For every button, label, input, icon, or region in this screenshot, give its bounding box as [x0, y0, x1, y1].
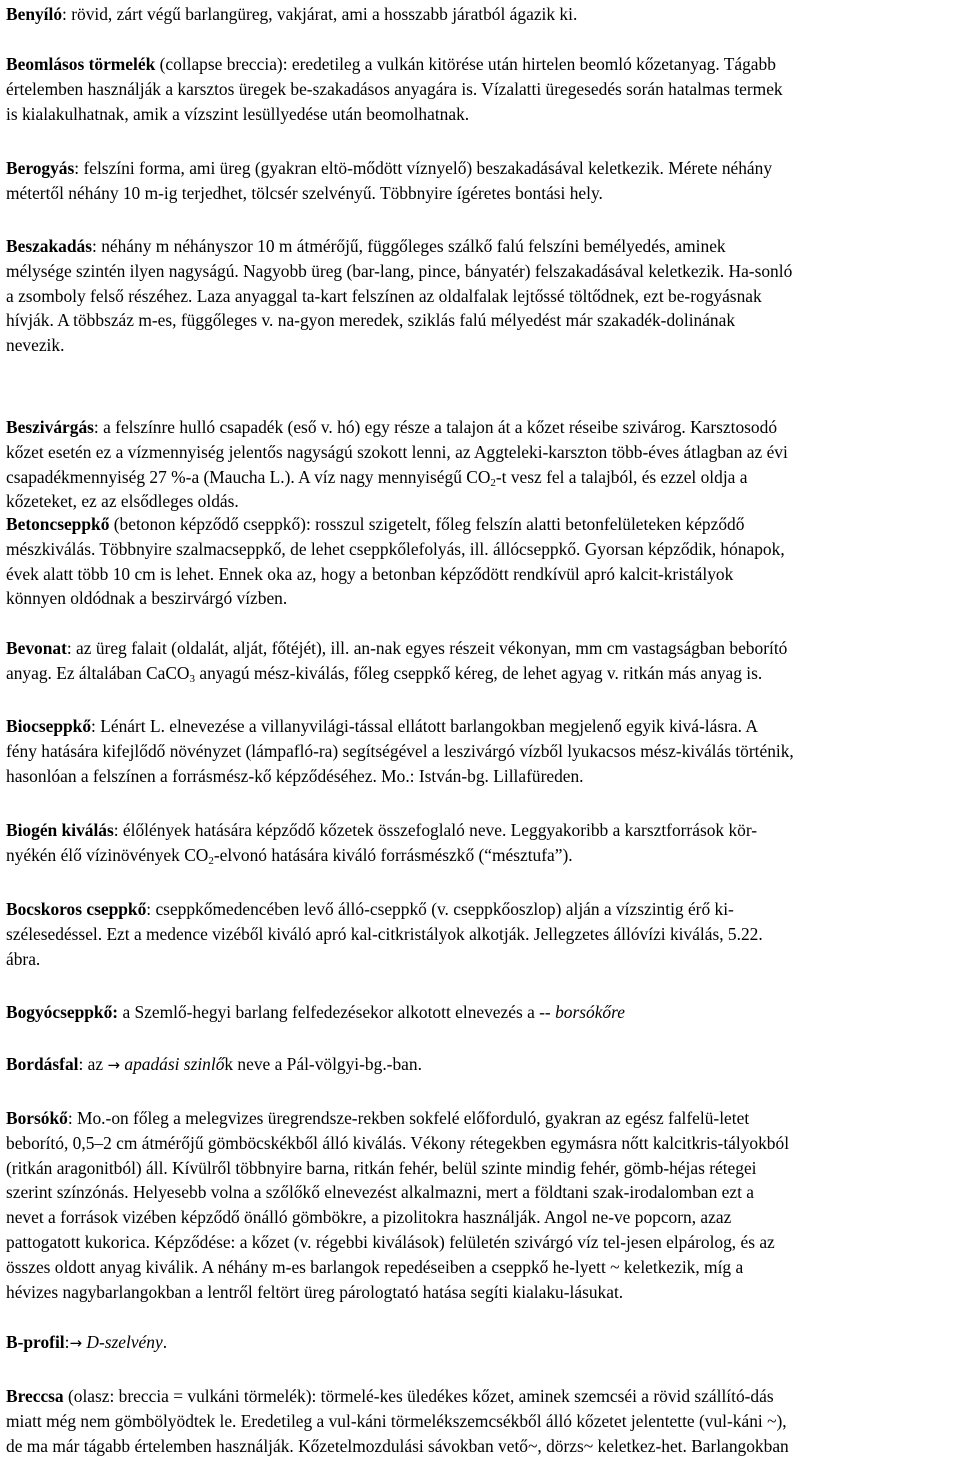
entry-beszivargas [6, 415, 954, 514]
body-text: nevet a források vizében képződő önálló gömbökre, a pizolitokra használják. Angol ne-ve popcorn, azaz [6, 1207, 732, 1228]
body-text: anyag. Ez általában CaCO [6, 662, 190, 683]
body-text: ábra. [6, 948, 41, 969]
text-line [6, 259, 954, 284]
text-line [6, 415, 954, 440]
subscript: 3 [189, 672, 195, 685]
body-text: évek alatt több 10 cm is lehet. Ennek oka az, hogy a betonban képződött rendkívül apró kalcit-kristályok [6, 563, 734, 584]
arrow-icon: → [69, 1334, 83, 1352]
term-heading: Beszivárgás [6, 417, 94, 437]
entry-biogen-kivalas [6, 818, 954, 868]
body-text: : élőlények hatására képződő kőzetek összefoglaló neve. Leggyakoribb a karsztforrások kör- [113, 820, 758, 840]
text-line [6, 102, 954, 127]
term-heading: Bevonat [6, 638, 67, 658]
body-text: (collapse breccia): eredetileg a vulkán kitörése után hirtelen beomló kőzetanyag. Tágabb [155, 54, 776, 74]
body-text: anyagú mész-kiválás, főleg cseppkő kéreg, de lehet agyag v. ritkán más anyag is. [195, 662, 763, 683]
body-text: csapadékmennyiség 27 %-a (Maucha L.). A víz nagy mennyiségű CO [6, 466, 491, 487]
body-text: beborító, 0,5–2 cm átmérőjű gömböcskékből álló kiválás. Vékony rétegekben egymásra nőtt kalcitkris-tályokból [6, 1132, 790, 1153]
entry-bevonat [6, 636, 954, 686]
text-line [6, 1434, 954, 1458]
body-text: pattogatott kukorica. Képződése: a kőzet (v. régebbi kiválások) felületén szivárgó víz tel-jesen elpárolog, és az [6, 1231, 775, 1252]
text-line [6, 1230, 954, 1255]
body-text: : Lénárt L. elnevezése a villanyvilági-tással ellátott barlangokban megjelenő egyik kivá-lásra. A [91, 716, 758, 736]
term-heading: Breccsa [6, 1386, 64, 1406]
term-heading: Bocskoros cseppkő [6, 899, 147, 919]
text-line [6, 562, 954, 587]
text-line [6, 234, 954, 259]
term-heading: Biocseppkő [6, 716, 92, 736]
body-text: . [162, 1332, 168, 1352]
entry-beomlasos-tormelek [6, 52, 954, 126]
text-line [6, 489, 954, 514]
text-line [6, 922, 954, 947]
entry-benyilo [6, 2, 954, 27]
text-line [6, 897, 954, 922]
text-line [6, 661, 954, 686]
body-text: -t vesz fel a talajból, és ezzel oldja a [495, 466, 748, 487]
text-line [6, 284, 954, 309]
arrow-icon: → [107, 1056, 121, 1074]
entry-borsoko [6, 1106, 954, 1304]
entry-bocskoros-cseppko [6, 897, 954, 971]
text-line [6, 440, 954, 465]
text-line [6, 714, 954, 739]
body-text: kőzeteket, ez az elsődleges oldás. [6, 491, 239, 512]
term-heading: Bogyócseppkő: [6, 1002, 119, 1022]
body-text: : a felszínre hulló csapadék (eső v. hó) egy része a talajon át a kőzet réseibe szivárog. Karsztosodó [93, 417, 778, 437]
text-line [6, 1330, 954, 1356]
body-text: : felszíni forma, ami üreg (gyakran eltö-mődött víznyelő) beszakadásával keletkezik. Mérete néhány [74, 158, 773, 178]
text-line [6, 1052, 954, 1078]
entry-breccsa [6, 1384, 954, 1458]
body-text: összes oldott anyag kiválik. A néhány m-es barlangok repedéseiben a cseppkő he-lyett ~ keletkezik, míg a [6, 1256, 744, 1277]
term-heading: Beomlásos törmelék [6, 54, 156, 74]
body-text: a zsomboly felső részéhez. Laza anyaggal ta-kart felszínen az oldalfalak lejtőssé töltődnek, ezt be-rogyásnak [6, 285, 762, 306]
text-line [6, 1255, 954, 1280]
body-text: : rövid, zárt végű barlangüreg, vakjárat, ami a hosszabb járatból ágazik ki. [62, 4, 578, 24]
subscript: 2 [490, 476, 496, 489]
text-line [6, 537, 954, 562]
text-line [6, 1000, 954, 1025]
term-heading: B-profil [6, 1332, 65, 1352]
body-text: hasonlóan a felszínen a forrásmész-kő képződéséhez. Mo.: István-bg. Lillafüreden. [6, 765, 584, 786]
term-heading: Betoncseppkő [6, 514, 110, 534]
body-text: szerint színzónás. Helyesebb volna a szőlőkő elnevezést alkalmazni, mert a földtani szak-irodalomban ezt a [6, 1182, 754, 1203]
text-line [6, 2, 954, 27]
body-text: kőzet esetén ez a vízmennyiség jelentős nagyságú szokott lenni, az Aggteleki-karszton több-éves átlagban az évi [6, 441, 788, 462]
text-line [6, 947, 954, 972]
body-text: : Mo.-on főleg a melegvizes üregrendsze-rekben sokfelé előforduló, gyakran az egész falfelü-letet [67, 1108, 750, 1128]
body-text: (betonon képződő cseppkő): rosszul szigetelt, főleg felszín alatti betonfelületeken képződő [109, 514, 745, 534]
entry-biocseppko [6, 714, 954, 788]
body-text: értelemben használják a karsztos üregek be-szakadásos anyagára is. Vízalatti üregesedés során hatalmas termek [6, 78, 783, 99]
body-text: hévizes nagybarlangokban a lentről feltört üreg párologtató hatása segíti kialaku-lásukat. [6, 1281, 624, 1302]
entry-berogyas [6, 156, 954, 206]
body-text: nevezik. [6, 335, 65, 356]
body-text: : néhány m néhányszor 10 m átmérőjű, függőleges szálkő falú felszíni bemélyedés, aminek [92, 236, 726, 256]
body-text: könnyen oldódnak a beszirvárgó vízben. [6, 588, 288, 609]
entry-betoncseppko [6, 512, 954, 611]
subscript: 2 [208, 854, 214, 867]
body-text: fény hatására kifejlődő növényzet (lámpafló-ra) segítségével a leszivárgó vízből lyukacsos mész-kiválás történik, [6, 740, 794, 761]
body-text: hívják. A többszáz m-es, függőleges v. na-gyon meredek, sziklás falú mélyedést már szakadék-dolinának [6, 310, 736, 331]
term-heading: Bordásfal [6, 1054, 79, 1074]
body-text: miatt még nem gömbölyödtek le. Eredetileg a vul-káni törmelékszemcsékből álló kőzetet jelentette (vul-káni ~), [6, 1410, 787, 1431]
text-line [6, 636, 954, 661]
term-heading: Biogén kiválás [6, 820, 114, 840]
body-text: -elvonó hatására kiváló forrásmészkő (“mésztufa”). [213, 844, 573, 865]
term-heading: Benyíló [6, 4, 63, 24]
text-line [6, 1106, 954, 1131]
body-text: de ma már tágabb értelemben használják. Kőzetelmozdulási sávokban vető~, dörzs~ keletkez-het. Barlangokban [6, 1435, 789, 1456]
body-text: : [64, 1332, 70, 1352]
term-heading: Berogyás [6, 158, 75, 178]
text-line [6, 52, 954, 77]
text-line [6, 1131, 954, 1156]
term-heading: Borsókő [6, 1108, 68, 1128]
text-line [6, 1409, 954, 1434]
body-text: nyékén élő vízinövények CO [6, 844, 209, 865]
text-line [6, 764, 954, 789]
entry-beszakadas [6, 234, 954, 358]
body-text: : az [78, 1054, 108, 1074]
body-text: k neve a Pál-völgyi-bg.-ban. [224, 1054, 422, 1074]
body-text: szélesedéssel. Ezt a medence vizéből kiváló apró kal-citkristályok alkotják. Jellegzetes állóvízi kiválás, 5.22. [6, 923, 763, 944]
entry-b-profil [6, 1330, 954, 1356]
text-line [6, 512, 954, 537]
text-line [6, 843, 954, 868]
text-line [6, 1280, 954, 1305]
body-text: a Szemlő-hegyi barlang felfedezésekor alkotott elnevezés a -- [118, 1002, 556, 1022]
term-heading: Beszakadás [6, 236, 93, 256]
text-line [6, 1180, 954, 1205]
text-line [6, 739, 954, 764]
body-text: métertől néhány 10 m-ig terjedhet, tölcsér szelvényű. Többnyire ígéretes bontási hely. [6, 182, 603, 203]
body-text: : az üreg falait (oldalát, alját, főtéjét), ill. an-nak egyes részeit vékonyan, mm cm vastagságban beborító [66, 638, 788, 658]
text-line [6, 465, 954, 490]
body-text: (olasz: breccia = vulkáni törmelék): törmelé-kes üledékes kőzet, aminek szemcséi a rövid szállító-dás [63, 1386, 774, 1406]
cross-reference: D-szelvény [86, 1332, 163, 1352]
body-text: mészkiválás. Többnyire szalmacseppkő, de lehet cseppkőlefolyás, ill. állócseppkő. Gyorsan képződik, hónapok, [6, 538, 785, 559]
text-line [6, 586, 954, 611]
text-line [6, 156, 954, 181]
entry-bogyocseppko [6, 1000, 954, 1025]
body-text: (ritkán aragonitból) áll. Kívülről többnyire barna, ritkán fehér, belül szinte mindig fehér, gömb-héjas rétegei [6, 1157, 757, 1178]
cross-reference: apadási szinlő [124, 1054, 225, 1074]
text-line [6, 1156, 954, 1181]
entry-bordasfal [6, 1052, 954, 1078]
body-text: mélysége szintén ilyen nagyságú. Nagyobb üreg (bar-lang, pince, bányatér) felszakadásával keletkezik. Ha-sonló [6, 260, 793, 281]
text-line [6, 1384, 954, 1409]
text-line [6, 1205, 954, 1230]
text-line [6, 818, 954, 843]
text-line [6, 77, 954, 102]
body-text: is kialakulhatnak, amik a vízszint lesüllyedése után beomolhatnak. [6, 103, 470, 124]
body-text: : cseppkőmedencében levő álló-cseppkő (v. cseppkőoszlop) alján a vízszintig érő ki- [146, 899, 734, 919]
text-line [6, 181, 954, 206]
text-line [6, 333, 954, 358]
text-line [6, 308, 954, 333]
cross-reference: borsókőre [555, 1002, 625, 1022]
